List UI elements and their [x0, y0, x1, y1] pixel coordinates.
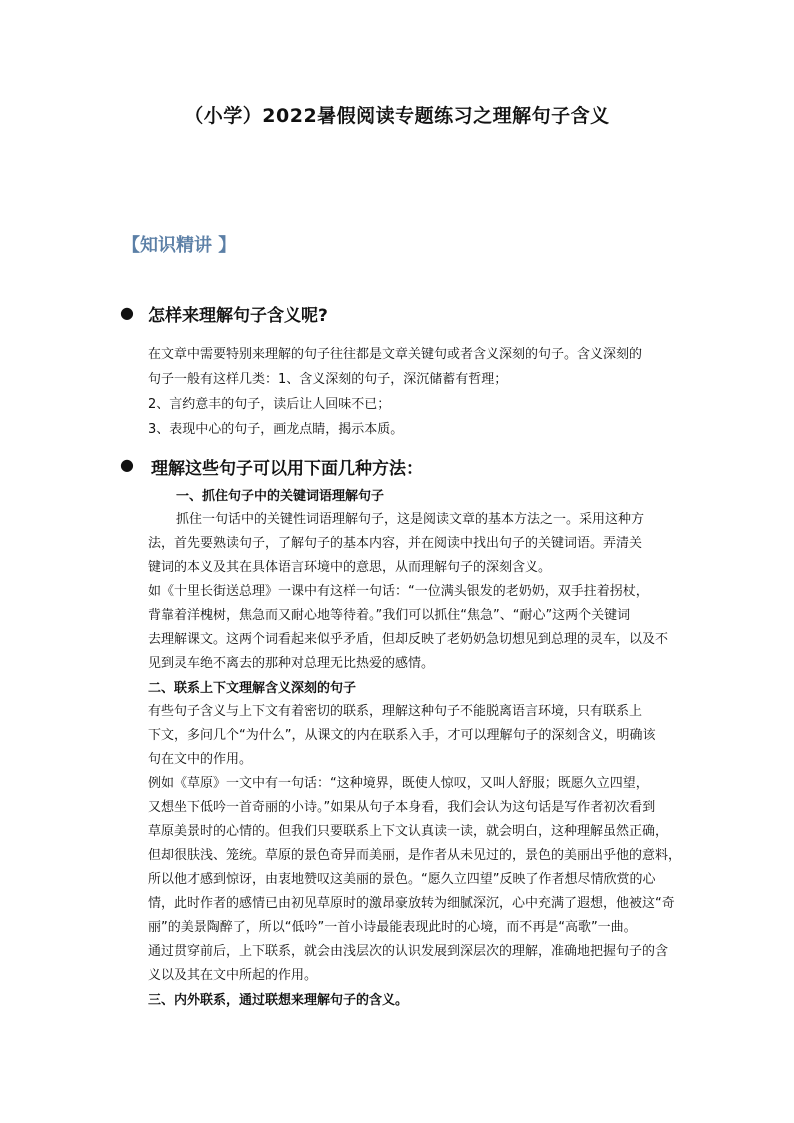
method-heading-2: 二、联系上下文理解含义深刻的句子	[148, 681, 357, 696]
body-line: 句子一般有这样几类：1、含义深刻的句子，深沉储蓄有哲理；	[148, 372, 508, 387]
question-heading-2: 理解这些句子可以用下面几种方法：	[151, 459, 423, 479]
body-line: 见到灵车绝不离去的那种对总理无比热爱的感情。	[148, 656, 435, 671]
body-line: 所以他才感到惊讶，由衷地赞叹这美丽的景色。“愿久立四望”反映了作者想尽情欣赏的心	[148, 872, 656, 887]
page-title: （小学）2022暑假阅读专题练习之理解句子含义	[184, 105, 610, 127]
body-line: 情，此时作者的感情已由初见草原时的激昂豪放转为细腻深沉，心中充满了遐想，他被这“奇	[148, 896, 675, 911]
body-line: 键词的本义及其在具体语言环境中的意思，从而理解句子的深刻含义。	[148, 560, 552, 575]
body-line: 如《十里长街送总理》一课中有这样一句话：“一位满头银发的老奶奶，双手拄着拐杖，	[148, 584, 649, 599]
body-line: 义以及其在文中所起的作用。	[148, 968, 318, 983]
body-line: 3、表现中心的句子，画龙点睛，揭示本质。	[148, 422, 404, 437]
method-heading-1: 一、抓住句子中的关键词语理解句子	[176, 489, 385, 504]
body-line: 丽”的美景陶醉了，所以“低吟”一首小诗最能表现此时的心境，而不再是“高歌”一曲。	[148, 920, 637, 935]
body-line: 法，首先要熟读句子，了解句子的基本内容，并在阅读中找出句子的关键词语。弄清关	[148, 536, 643, 551]
body-line: 例如《草原》一文中有一句话：“这种境界，既使人惊叹，又叫人舒服；既愿久立四望，	[148, 776, 649, 791]
body-line: 2、言约意丰的句子，读后让人回味不已；	[148, 397, 391, 412]
body-line: 句在文中的作用。	[148, 752, 253, 767]
body-line: 抓住一句话中的关键性词语理解句子，这是阅读文章的基本方法之一。采用这种方	[176, 512, 645, 527]
body-line: 草原美景时的心情的。但我们只要联系上下文认真读一读，就会明白，这种理解虽然正确，	[148, 824, 669, 839]
body-line: 背靠着洋槐树，焦急而又耐心地等待着。”我们可以抓住“焦急”、“耐心”这两个关键词	[148, 608, 631, 623]
body-line: 下文，多问几个“为什么”，从课文的内在联系入手，才可以理解句子的深刻含义，明确该	[148, 728, 656, 743]
bullet-icon: ●	[120, 455, 134, 474]
question-heading-1: 怎样来理解句子含义呢?	[148, 306, 328, 326]
section-label: 【知识精讲 】	[122, 235, 237, 256]
body-line: 通过贯穿前后，上下联系，就会由浅层次的认识发展到深层次的理解，准确地把握句子的含	[148, 944, 669, 959]
body-line: 但却很肤浅、笼统。草原的景色奇异而美丽，是作者从未见过的，景色的美丽出乎他的意料，	[148, 848, 682, 863]
body-line: 又想坐下低吟一首奇丽的小诗。”如果从句子本身看，我们会认为这句话是写作者初次看到	[148, 800, 656, 815]
body-line: 在文章中需要特别来理解的句子往往都是文章关键句或者含义深刻的句子。含义深刻的	[148, 347, 643, 362]
bullet-icon: ●	[120, 303, 134, 322]
method-heading-3: 三、内外联系，通过联想来理解句子的含义。	[148, 993, 409, 1008]
body-line: 去理解课文。这两个词看起来似乎矛盾，但却反映了老奶奶急切想见到总理的灵车，以及不	[148, 632, 669, 647]
body-line: 有些句子含义与上下文有着密切的联系，理解这种句子不能脱离语言环境，只有联系上	[148, 704, 643, 719]
